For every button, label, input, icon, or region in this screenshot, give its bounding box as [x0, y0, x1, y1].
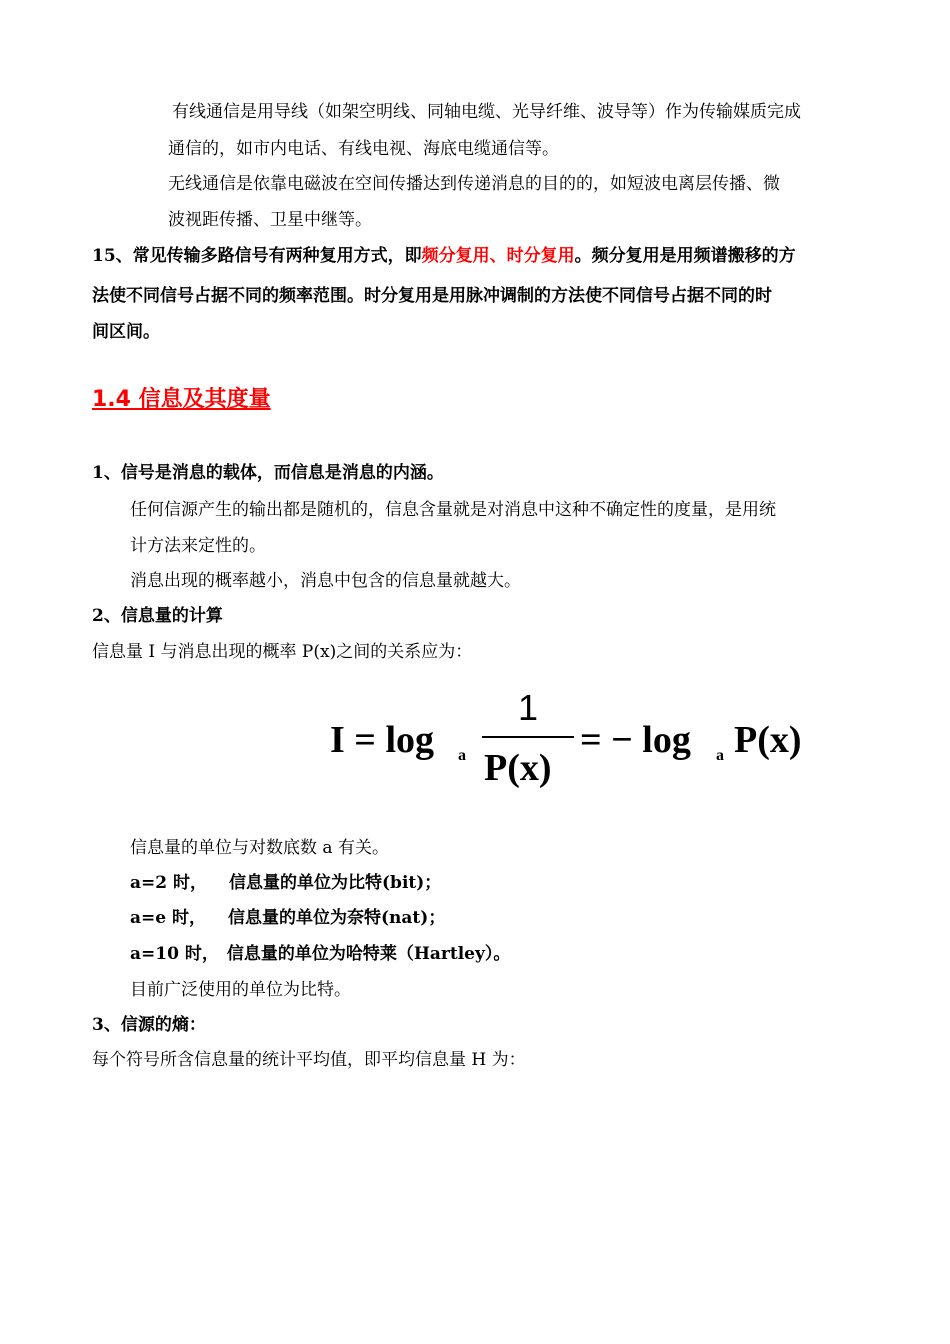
formula-rhs: = − log: [580, 719, 691, 761]
wireless-line-1: 无线通信是依靠电磁波在空间传播达到传递消息的目的的，如短波电离层传播、微: [168, 174, 780, 194]
units-row-hartley: [130, 941, 510, 967]
item1-title: 1、信号是消息的载体，而信息是消息的内涵。: [92, 463, 444, 483]
item1-para1-line2: 计方法来定性的。: [130, 536, 266, 556]
units-row-nat-text: 信息量的单位为奈特(nat)；: [228, 908, 446, 928]
item15-highlight: 频分复用、时分复用: [421, 246, 575, 266]
item1-para1-line1: 任何信源产生的输出都是随机的，信息含量就是对消息中这种不确定性的度量，是用统: [130, 500, 776, 520]
formula-base: a: [458, 747, 466, 764]
item2-intro: 信息量 I 与消息出现的概率 P(x)之间的关系应为：: [92, 642, 473, 662]
formula-numerator: 1: [518, 687, 539, 728]
item15-prefix: 15、常见传输多路信号有两种复用方式，即: [92, 246, 422, 266]
units-row-bit-text: 信息量的单位为比特(bit)；: [229, 873, 442, 893]
formula-denominator: P(x): [484, 747, 552, 789]
units-row-hartley-text: 信息量的单位为哈特莱（Hartley）。: [226, 944, 511, 964]
information-formula: [330, 687, 830, 790]
wireless-line-2: 波视距传播、卫星中继等。: [168, 210, 372, 230]
units-row-nat-cond: a=e 时，: [130, 908, 206, 928]
item2-title: 2、信息量的计算: [92, 606, 223, 626]
item15-line-1: [92, 243, 796, 269]
fraction-bar: [482, 736, 574, 738]
units-row-nat: [130, 905, 445, 931]
wired-line-2: 通信的，如市内电话、有线电视、海底电缆通信等。: [168, 139, 559, 159]
item3-intro: 每个符号所含信息量的统计平均值，即平均信息量 H 为：: [92, 1050, 526, 1070]
item15-line-2: 法使不同信号占据不同的频率范围。时分复用是用脉冲调制的方法使不同信号占据不同的时: [92, 286, 772, 306]
units-row-bit-cond: a=2 时，: [130, 873, 208, 893]
formula-lhs: I = log: [330, 719, 434, 761]
formula-rhs-arg: P(x): [734, 719, 802, 761]
units-intro: 信息量的单位与对数底数 a 有关。: [130, 838, 389, 858]
formula-rhs-base: a: [716, 747, 724, 764]
item1-para2: 消息出现的概率越小，消息中包含的信息量就越大。: [130, 571, 521, 591]
units-row-hartley-cond: a=10 时，: [130, 944, 219, 964]
wired-line-1: 有线通信是用导线（如架空明线、同轴电缆、光导纤维、波导等）作为传输媒质完成: [172, 102, 801, 122]
item15-line-3: 间区间。: [92, 322, 160, 342]
units-common: 目前广泛使用的单位为比特。: [130, 980, 351, 1000]
item3-title: 3、信源的熵：: [92, 1015, 206, 1035]
section-heading: 1.4 信息及其度量: [92, 387, 271, 412]
units-row-bit: [130, 870, 441, 896]
item15-suffix: 。频分复用是用频谱搬移的方: [574, 246, 796, 266]
